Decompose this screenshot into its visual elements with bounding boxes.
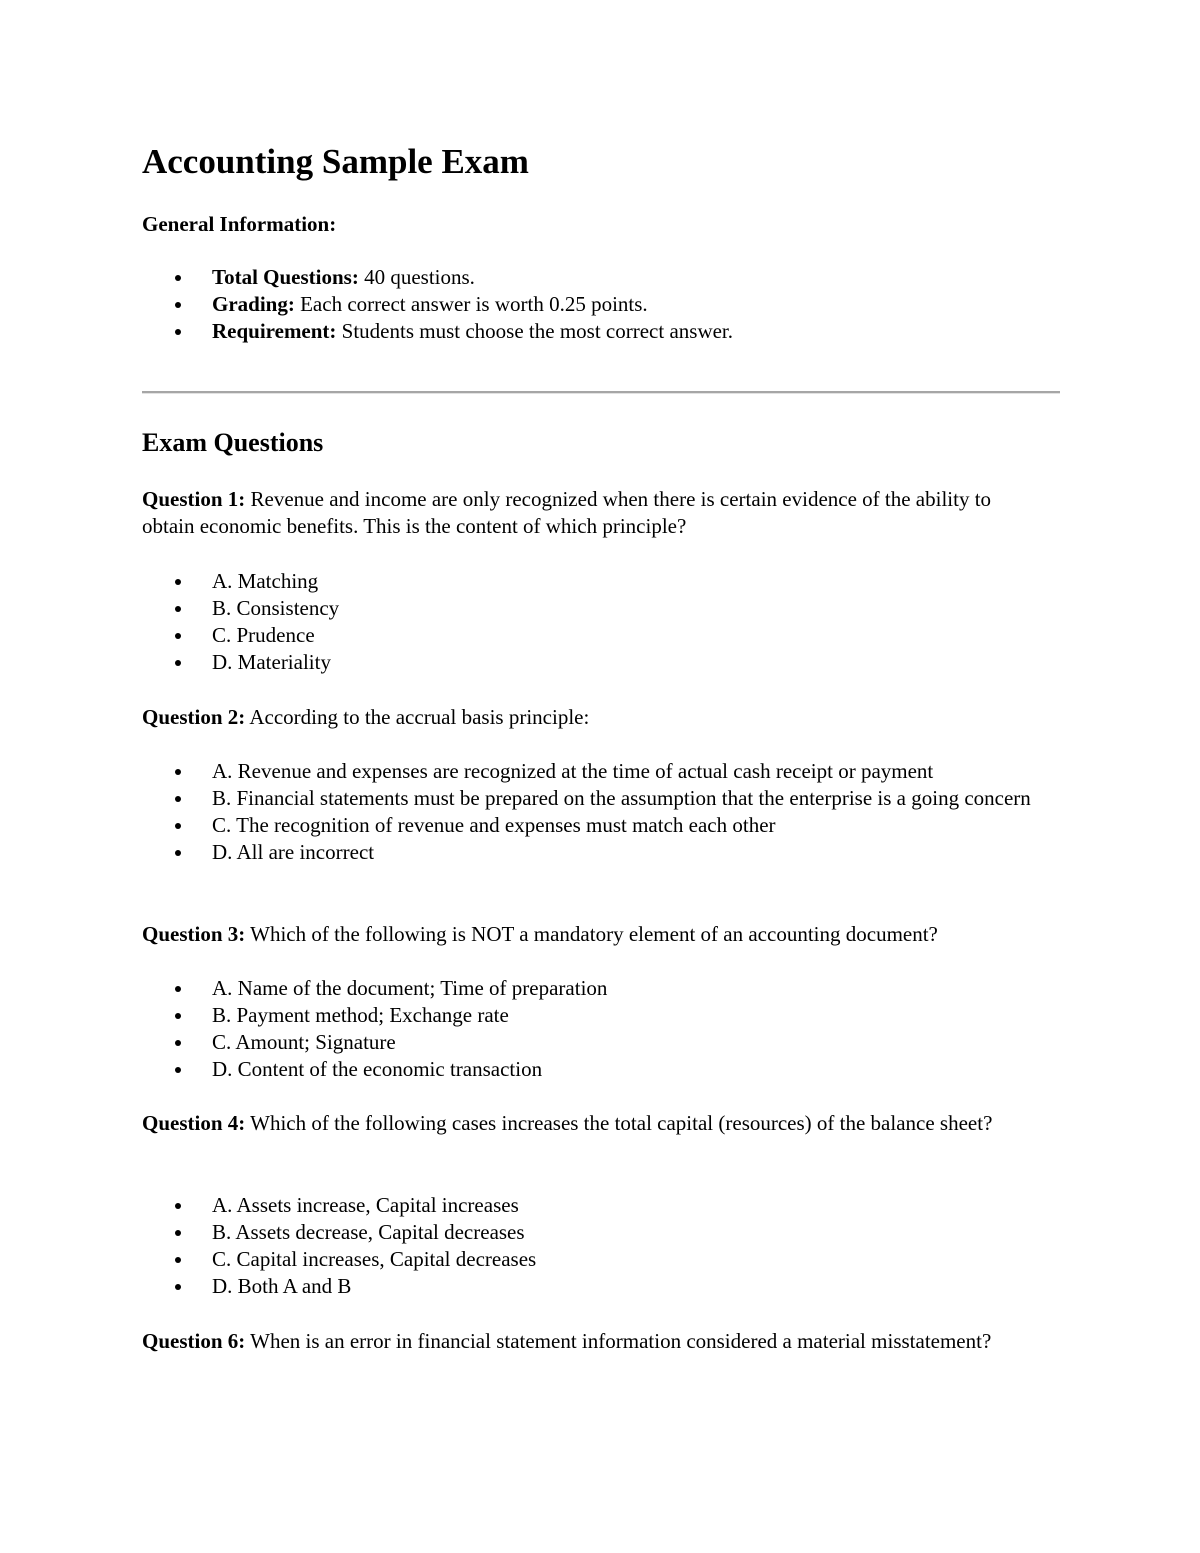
question-2 <box>142 704 1047 731</box>
question-label: Question 1: <box>142 487 246 511</box>
item-text: Each correct answer is worth 0.25 points. <box>294 292 648 316</box>
item-label: Grading: <box>212 292 295 316</box>
option-item: C. The recognition of revenue and expenses must match each other <box>142 812 1060 839</box>
general-info-label: General Information: <box>142 212 337 236</box>
option-item: B. Financial statements must be prepared on the assumption that the enterprise is a going concern <box>142 785 1060 812</box>
question-4 <box>142 1110 1047 1137</box>
option-item: B. Assets decrease, Capital decreases <box>142 1219 1060 1246</box>
option-item: A. Matching <box>142 568 1060 595</box>
option-item: B. Consistency <box>142 595 1060 622</box>
question-text: When is an error in financial statement information considered a material misstatement? <box>245 1329 992 1353</box>
general-info-list <box>142 264 1060 345</box>
option-item: A. Name of the document; Time of preparation <box>142 975 1060 1002</box>
option-item: B. Payment method; Exchange rate <box>142 1002 1060 1029</box>
question-3 <box>142 921 1047 948</box>
question-text: Which of the following is NOT a mandatory element of an accounting document? <box>245 922 938 946</box>
question-label: Question 2: <box>142 705 246 729</box>
question-text: Which of the following cases increases the total capital (resources) of the balance sheet? <box>245 1111 993 1135</box>
list-item <box>142 264 1060 291</box>
question-1 <box>142 486 1047 540</box>
item-text: 40 questions. <box>358 265 475 289</box>
question-label: Question 6: <box>142 1329 246 1353</box>
question-6 <box>142 1328 1047 1355</box>
section-heading: Exam Questions <box>142 428 324 457</box>
question-4-options <box>142 1192 1060 1300</box>
question-2-options <box>142 758 1060 866</box>
option-item: C. Prudence <box>142 622 1060 649</box>
list-item <box>142 318 1060 345</box>
question-label: Question 4: <box>142 1111 246 1135</box>
horizontal-divider <box>142 391 1060 394</box>
question-3-options <box>142 975 1060 1083</box>
option-item: A. Assets increase, Capital increases <box>142 1192 1060 1219</box>
option-item: C. Capital increases, Capital decreases <box>142 1246 1060 1273</box>
question-1-options <box>142 568 1060 676</box>
question-text: According to the accrual basis principle: <box>245 705 590 729</box>
item-label: Total Questions: <box>212 265 359 289</box>
question-text: Revenue and income are only recognized when there is certain evidence of the ability to obtain economic benefits. This is the content of which principle? <box>142 487 992 538</box>
item-text: Students must choose the most correct answer. <box>336 319 734 343</box>
option-item: C. Amount; Signature <box>142 1029 1060 1056</box>
item-label: Requirement: <box>212 319 337 343</box>
question-label: Question 3: <box>142 922 246 946</box>
option-item: A. Revenue and expenses are recognized at the time of actual cash receipt or payment <box>142 758 1060 785</box>
list-item <box>142 291 1060 318</box>
option-item: D. Materiality <box>142 649 1060 676</box>
document-title: Accounting Sample Exam <box>142 142 529 181</box>
option-item: D. All are incorrect <box>142 839 1060 866</box>
option-item: D. Content of the economic transaction <box>142 1056 1060 1083</box>
option-item: D. Both A and B <box>142 1273 1060 1300</box>
